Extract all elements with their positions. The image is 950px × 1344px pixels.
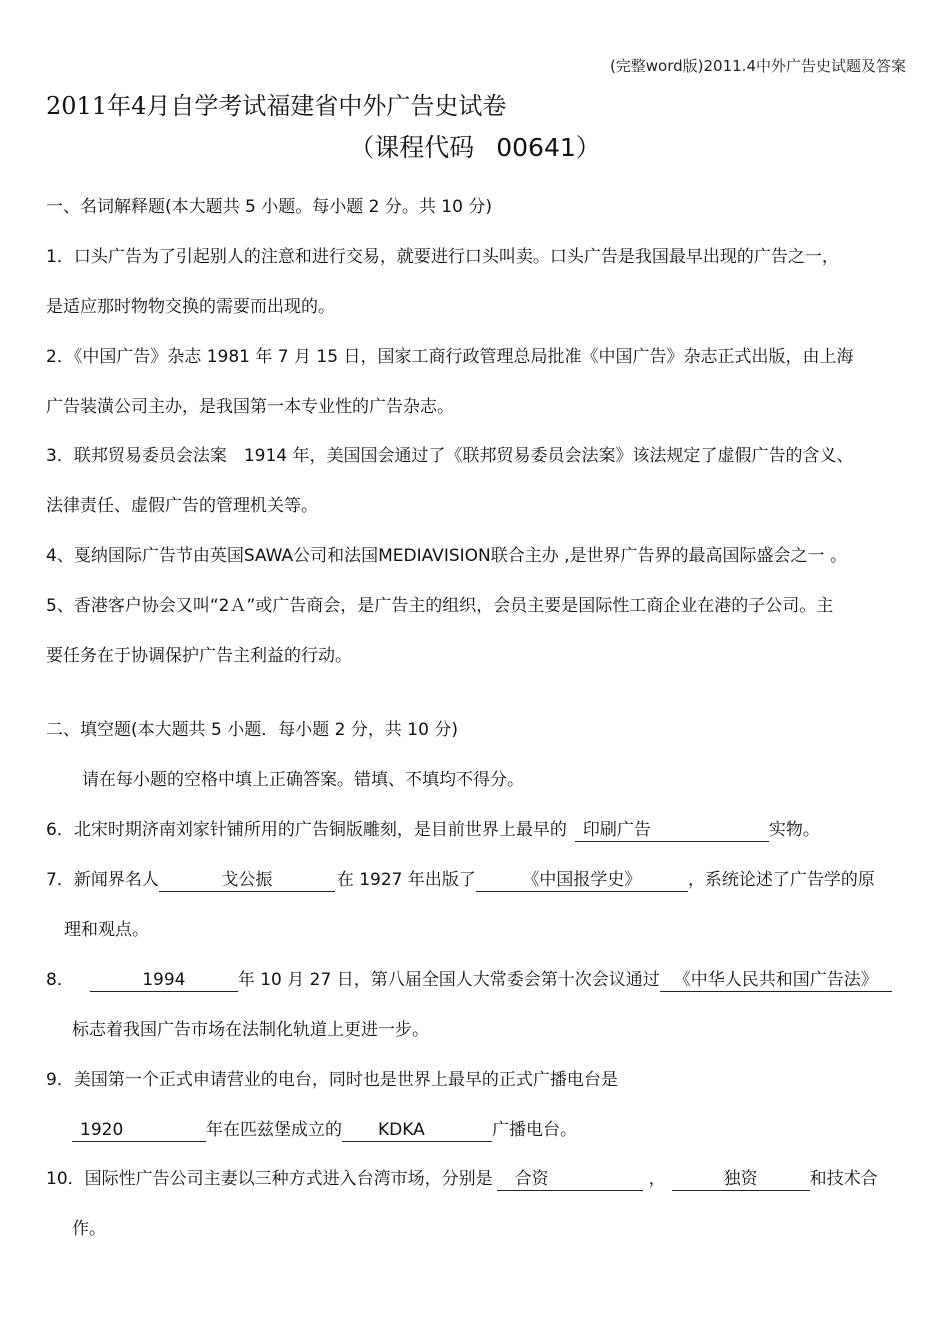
q10-answer-2: 独资	[672, 1168, 810, 1191]
question-9-blanks	[72, 1115, 577, 1142]
section1-line: 要任务在于协调保护广告主利益的行动。	[46, 646, 352, 666]
section1-line: 1．口头广告为了引起别人的注意和进行交易，就要进行口头叫卖。口头广告是我国最早出现的广告之一，	[46, 247, 839, 267]
q8-answer-2: 《中华人民共和国广告法》	[660, 969, 892, 992]
page-title: 2011年4月自学考试福建省中外广告史试卷	[46, 92, 507, 120]
section1-line: 2．《中国广告》杂志 1981 年 7 月 15 日，国家工商行政管理总局批准《中国广告》杂志正式出版，由上海	[46, 347, 854, 367]
section1-line: 法律责任、虚假广告的管理机关等。	[46, 496, 318, 516]
section1-line: 广告装潢公司主办，是我国第一本专业性的广告杂志。	[46, 397, 454, 417]
section1-line: 5、香港客户协会又叫“2Ａ”或广告商会，是广告主的组织，会员主要是国际性工商企业在港的子公司。主	[46, 596, 834, 616]
section2-instruction: 请在每小题的空格中填上正确答案。错填、不填均不得分。	[82, 770, 524, 790]
section1-line: 4、戛纳国际广告节由英国SAWA公司和法国MEDIAVISION联合主办 ,是世界广告界的最高国际盛会之一 。	[46, 546, 847, 566]
q10-continuation: 作。	[72, 1219, 106, 1239]
question-9: 9．美国第一个正式申请营业的电台，同时也是世界上最早的正式广播电台是	[46, 1070, 618, 1090]
question-6	[46, 815, 820, 842]
section1-line: 3．联邦贸易委员会法案 1914 年，美国国会通过了《联邦贸易委员会法案》该法规定了虚假广告的含义、	[46, 446, 854, 466]
document-header: (完整word版)2011.4中外广告史试题及答案	[609, 57, 906, 75]
q9-answer-1: 1920	[72, 1119, 206, 1142]
course-code-number: 00641）	[496, 133, 601, 162]
q8-continuation: 标志着我国广告市场在法制化轨道上更进一步。	[72, 1020, 429, 1040]
q7-answer-2: 《中国报学史》	[476, 869, 688, 892]
section1-line: 是适应那时物物交换的需要而出现的。	[46, 297, 335, 317]
question-8	[46, 965, 892, 992]
q6-text: 6．北宋时期济南刘家针铺所用的广告铜版雕刻，是目前世界上最早的	[46, 820, 567, 840]
q8-text-mid: 年 10 月 27 日，第八届全国人大常委会第十次会议通过	[237, 970, 660, 990]
q9-text-mid: 年在匹兹堡成立的	[206, 1120, 342, 1140]
q6-answer: 印刷广告	[575, 819, 769, 842]
q7-text-end: ，系统论述了广告学的原	[687, 870, 875, 890]
q7-continuation: 理和观点。	[64, 920, 149, 940]
course-code	[0, 128, 950, 164]
q8-answer-1: 1994	[90, 969, 238, 992]
q10-text: 10．国际性广告公司主妻以三种方式进入台湾市场，分别是	[46, 1169, 493, 1189]
q10-text-end: 和技术合	[809, 1169, 878, 1189]
q7-text: 7．新闻界名人	[46, 870, 159, 890]
section1-heading: 一、名词解释题(本大题共 5 小题。每小题 2 分。共 10 分)	[46, 197, 492, 217]
q6-text-end: 实物。	[768, 820, 820, 840]
q10-answer-1: 合资	[497, 1168, 643, 1191]
q9-text-end: 广播电台。	[492, 1120, 577, 1140]
course-code-label: （课程代码	[349, 133, 475, 162]
question-7	[46, 865, 875, 892]
q9-answer-2: KDKA	[342, 1119, 492, 1142]
question-10	[46, 1164, 878, 1191]
q7-text-mid: 在 1927 年出版了	[336, 870, 476, 890]
section2-heading: 二、填空题(本大题共 5 小题．每小题 2 分，共 10 分)	[46, 720, 458, 740]
q8-text: 8．	[46, 970, 74, 990]
q10-separator: ，	[648, 1169, 666, 1189]
q7-answer-1: 戈公振	[159, 869, 335, 892]
